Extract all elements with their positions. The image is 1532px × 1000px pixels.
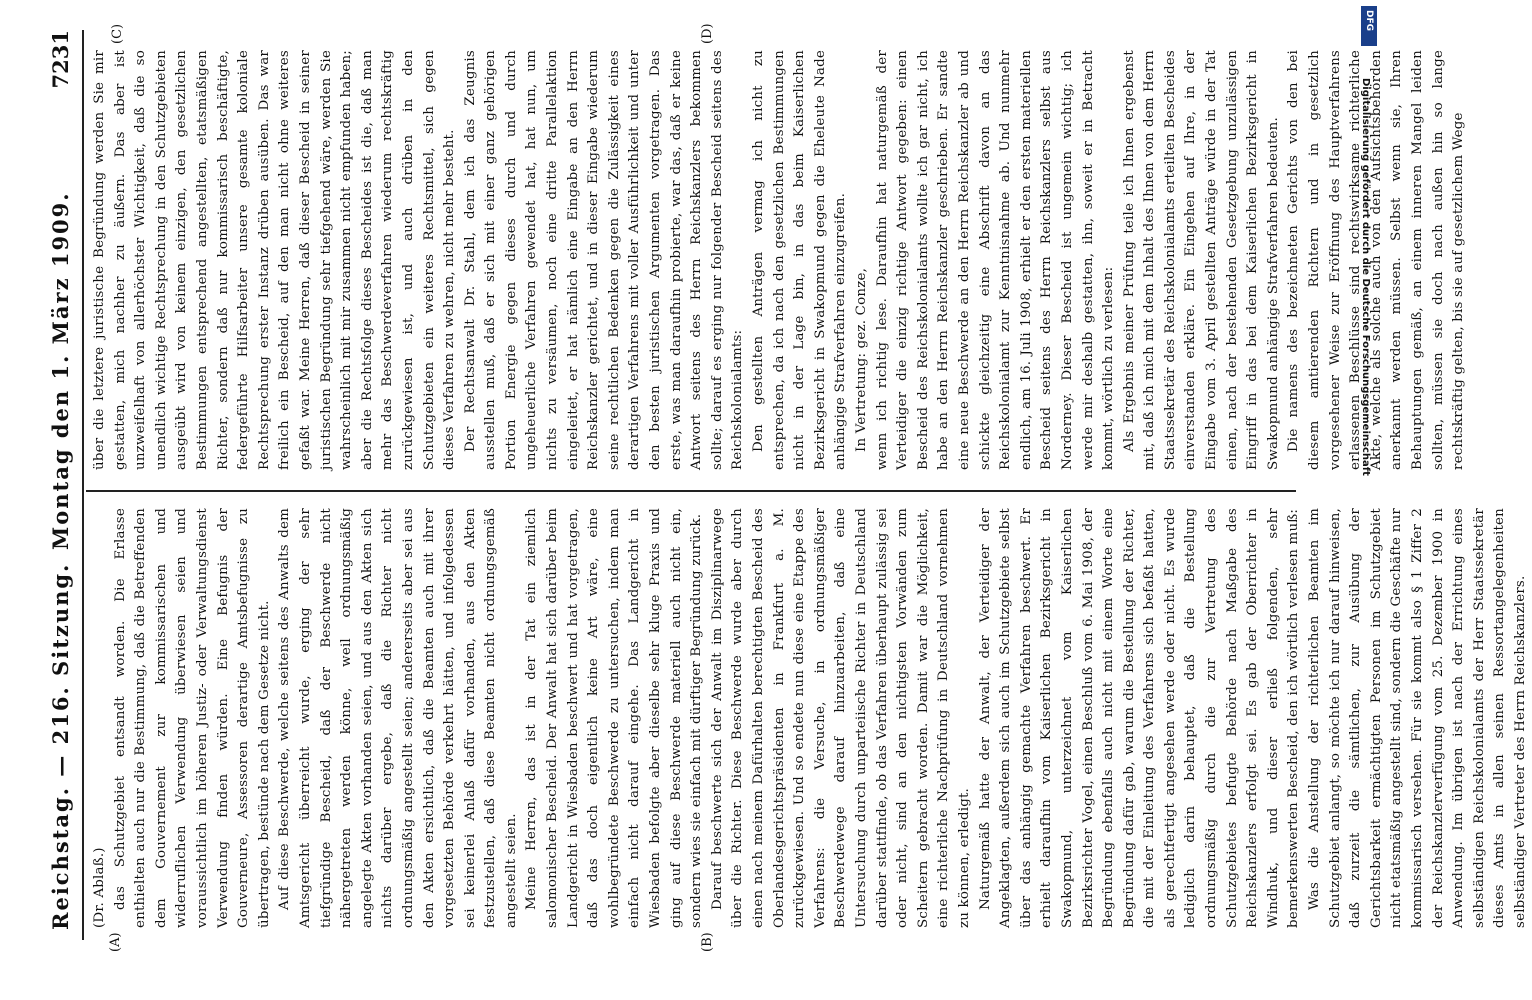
paragraph: Meine Herren, das ist in der Tat ein ziemlich salomonischer Bescheid. Der Anwalt hat sich darüber beim Landgericht in Wiesbaden beschwert und hat vorgetragen, daß das doch eigentlich keine Art wäre, eine wohlbegründete Beschwerde zu untersuchen, indem man einfach nicht darauf eingehe. Das Landgericht in Wiesbaden befolgte aber dieselbe sehr kluge Praxis und ging auf diese Beschwerde materiell auch nicht ein, sondern wies sie einfach mit dürftiger Begründung zurück. bbox=[524, 508, 705, 928]
quoted-paragraph: Die namens des bezeichneten Gerichts von den bei diesem amtierenden Richtern und in gesetzlich vorgesehener Weise zur Eröffnung des Hauptverfahrens erlassenen Beschlüsse sind rechtswirksame richterliche Akte, welche als solche auch von den Aufsichtsbehörden anerkannt werden müssen. Selbst wenn sie, Ihren Behauptungen gemäß, an einem inneren Mangel leiden sollten, müssen sie doch nach außen hin so lange rechtskräftig gelten, bis sie auf gesetzlichem Wege bbox=[1286, 50, 1467, 470]
paragraph: über die letztere juristische Begründung werden Sie mir gestatten, mich nachher zu äußern. Das aber ist unzweifelhaft von allerhöchster Wichtigkeit, daß die so unendlich wichtige Rechtsprechung in den Schutzgebieten ausgeübt wird von keinem einzigen, den gesetzlichen Bestimmungen entsprechend angestellten, etatsmäßigen Richter, sondern daß nur kommissarisch beschäftigte, federgeführte Hilfsarbeiter unsere gesamte koloniale Rechtsprechung erster Instanz drüben ausüben. Das war freilich ein Bescheid, auf den man nicht ohne weiteres gefaßt war. Meine Herren, daß dieser Bescheid in seiner juristischen Begründung sehr tiefgehend wäre, werden Sie wahrscheinlich mit mir zusammen nicht empfunden haben; aber die Rechtsfolge dieses Bescheides ist die, daß man mehr das Beschwerdeverfahren wiederum rechtskräftig zurückgewiesen ist, und auch drüben in den Schutzgebieten ein weiteres Rechtsmittel, sich gegen dieses Verfahren zu wehren, nicht mehr besteht. bbox=[92, 50, 458, 470]
page-number: 7231 bbox=[48, 30, 73, 89]
paragraph: das Schutzgebiet entsandt worden. Die Erlasse enthielten auch nur die Bestimmung, daß die Betreffenden dem Gouvernement zur kommissarischen und widerruflichen Verwendung überwiesen seien und voraussichtlich im höheren Justiz- oder Verwaltungsdienst Verwendung finden würden. Eine Befugnis der Gouverneure, Assessoren derartige Amtsbefugnisse zu übertragen, bestünde nach dem Gesetze nicht. bbox=[112, 508, 272, 928]
speaker-note: (Dr. Ablaß.) bbox=[92, 847, 107, 928]
digitization-note bbox=[1357, 8, 1375, 988]
paragraph: Der Rechtsanwalt Dr. Stahl, dem ich das Zeugnis ausstellen muß, daß er sich mit einer ganz gehörigen Portion Energie gegen dieses durch und durch ungeheuerliche Verfahren gewendet hat, hat nun, um nichts zu versäumen, noch eine dritte Parallelaktion eingeleitet, er hat nämlich eine Eingabe an den Herrn Reichskanzler gerichtet, und in dieser Eingabe wiederum seine rechtlichen Bedenken gegen die Zulässigkeit eines derartigen Verfahrens mit voller Ausführlichkeit und unter den besten juristischen Argumenten vorgetragen. Das erste, was man daraufhin probierte, war das, daß er keine Antwort seitens des Herrn Reichskanzlers bekommen sollte; darauf es erging nur folgender Bescheid seitens des Reichskolonialamts: bbox=[462, 50, 746, 470]
margin-mark-a: (A) bbox=[108, 932, 123, 952]
page-header bbox=[38, 30, 78, 930]
paragraph: wenn ich richtig lese. Daraufhin hat naturgemäß der Verteidiger die einzig richtige Antwort gegeben: einen Bescheid des Reichskolonialamts wollte ich gar nicht, ich habe an den Herrn Reichskanzler geschrieben. Er sandte eine neue Beschwerde an den Herrn Reichskanzler ab und schickte gleichzeitig eine Abschrift davon an das Reichskolonialamt zur Kenntnisnahme ab. Und nunmehr endlich, am 16. Juli 1908, erhielt er den ersten materiellen Bescheid seitens des Herrn Reichskanzlers selbst aus Norderney. Dieser Bescheid ist ungemein wichtig; ich werde mir deshalb gestatten, ihn, soweit er in Betracht kommt, wörtlich zu verlesen: bbox=[874, 50, 1117, 470]
quoted-paragraph: Als Ergebnis meiner Prüfung teile ich Ihnen ergebenst mit, daß ich mich mit dem Inhalt des Ihnen von dem Herrn Staatssekretär des Reichskolonialamts erteilten Bescheides einverstanden erkläre. Ein Eingehen auf Ihre, in der Eingabe vom 3. April gestellten Anträge würde in der Tat einen, nach der bestehenden Gesetzgebung unzulässigen Eingriff in das bei dem Kaiserlichen Bezirksgericht in Swakopmund anhängige Strafverfahren bedeuten. bbox=[1121, 50, 1281, 470]
paragraph: Naturgemäß hatte der Anwalt, der Verteidiger der Angeklagten, außerdem sich auch im Schutzgebiete selbst über das anhängig gemachte Verfahren beschwert. Er erhielt daraufhin vom Kaiserlichen Bezirksgericht in Swakopmund, unterzeichnet vom Kaiserlichen Bezirksrichter Vogel, einen Beschluß vom 6. Mai 1908, der Begründung ebenfalls auch nicht mit einem Worte eine Begründung dafür gab, warum die Bestellung der Richter, die mit der Einleitung des Verfahrens sich befaßt hatten, als gerechtfertigt angesehen werde oder nicht. Es wurde lediglich darin behauptet, daß die Bestellung ordnungsmäßig durch die zur Vertretung des Schutzgebietes befugte Behörde nach Maßgabe des Reichskanzlers erfolgt sei. Es gab der Oberrichter in Windhuk, und dieser erließ folgenden, sehr bemerkenswerten Bescheid, den ich wörtlich verlesen muß: bbox=[977, 508, 1302, 928]
margin-mark-b: (B) bbox=[700, 932, 715, 952]
left-column bbox=[90, 508, 1532, 928]
digitization-note-text: Digitalisierung gefördert durch die Deutsche Forschungsgemeinschaft bbox=[1360, 78, 1371, 476]
dfg-logo-text: DFG bbox=[1364, 10, 1374, 32]
signature-line: In Vertretung: gez. Conze, bbox=[853, 267, 869, 452]
header-rule bbox=[82, 30, 84, 940]
paragraph: Auf diese Beschwerde, welche seitens des Anwalts dem Amtsgericht überreicht wurde, erging der sehr tiefgründige Bescheid, daß der Beschwerde nicht nähergetreten werden könne, weil ordnungsmäßig angelegte Akten vorhanden seien, und aus den Akten sich nichts darüber ergebe, daß die Richter nicht ordnungsmäßig angestellt seien; andererseits aber sei aus den Akten ersichtlich, daß die Beamten auch mit ihrer vorgesetzten Behörde verkehrt hätten, und infolgedessen sei keinerlei Anlaß dafür vorhanden, aus den Akten festzustellen, daß diese Beamten nicht ordnungsgemäß angestellt seien. bbox=[277, 508, 519, 928]
column-divider bbox=[86, 490, 1296, 492]
header-date: Montag den 1. März 1909. bbox=[48, 191, 73, 550]
margin-mark-c: (C) bbox=[110, 23, 125, 44]
paragraph: Darauf beschwerte sich der Anwalt im Disziplinarwege über die Richter. Diese Beschwerde wurde aber durch einen nach meinem Dafürhalten berechtigten Bescheid des Oberlandesgerichtspräsidenten in Frankfurt a. M. zurückgewiesen. Und so endete nun diese eine Etappe des Verfahrens: die Versuche, in ordnungsmäßiger Beschwerdewege darauf hinzuarbeiten, daß eine Untersuchung durch unparteiische Richter in Deutschland darüber stattfinde, ob das Verfahren überhaupt zulässig sei oder nicht, sind an den nichtigsten Vorwänden zum Scheitern gebracht worden. Damit war die Möglichkeit, eine richterliche Nachprüfung in Deutschland vornehmen zu können, erledigt. bbox=[709, 508, 972, 928]
header-session: Reichstag. — 216. Sitzung. bbox=[48, 562, 73, 930]
quoted-paragraph: Den gestellten Anträgen vermag ich nicht zu entsprechen, da ich nach den gesetzlichen Bestimmungen nicht in der Lage bin, in das beim Kaiserlichen Bezirksgericht in Swakopmund gegen die Eheleute Nade anhängige Strafverfahren einzugreifen. bbox=[751, 50, 849, 470]
margin-mark-d: (D) bbox=[700, 23, 715, 44]
paragraph: Was die Anstellung der richterlichen Beamten im Schutzgebiet anlangt, so möchte ich nur darauf hinweisen, daß zurzeit die sämtlichen, zur Ausübung der Gerichtsbarkeit ermächtigten Personen im Schutzgebiet nicht etatsmäßig angestellt sind, sondern die Geschäfte nur kommissarisch versehen. Für sie kommt also § 1 Ziffer 2 der Reichskanzlerverfügung vom 25. Dezember 1900 in Anwendung. Im übrigen ist nach der Errichtung eines selbständigen Reichskolonialamts der Herr Staatssekretär dieses Amts in allen seinen Ressortangelegenheiten selbständiger Vertreter des Herrn Reichskanzlers. bbox=[1307, 508, 1528, 928]
right-column bbox=[90, 50, 1470, 470]
